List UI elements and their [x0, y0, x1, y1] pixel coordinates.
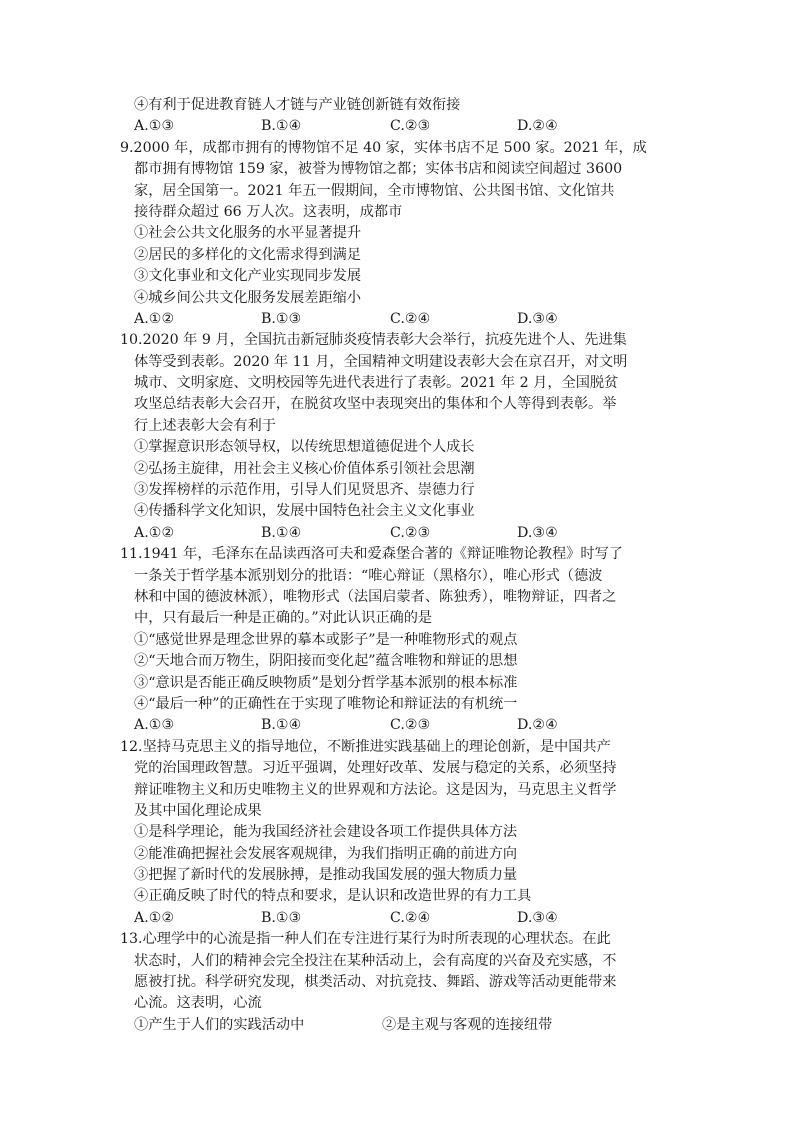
- q10-item-2: ②弘扬主旋律，用社会主义核心价值体系引领社会思潮: [134, 460, 475, 477]
- q8-options: [120, 116, 720, 137]
- q10-stem-line: 城市、文明家庭、文明校园等先进代表进行了表彰。2021 年 2 月，全国脱贫: [134, 375, 619, 392]
- q13-stem-line: 13.心理学中的心流是指一种人们在专注进行某行为时所表现的心理状态。在此: [120, 931, 611, 948]
- q11-stem-line: 一条关于哲学基本派别划分的批语：“唯心辩证（黑格尔），唯心形式（德波: [134, 567, 603, 584]
- q11-stem-line: 林和中国的德波林派），唯物形式（法国启蒙者、陈独秀），唯物辩证，四者之: [134, 588, 617, 605]
- q11-option-d: D.②④: [517, 717, 558, 734]
- q11-item-2: ②“天地合而万物生，阴阳接而变化起”蕴含唯物和辩证的思想: [134, 653, 518, 670]
- q9-item-2: ②居民的多样化的文化需求得到满足: [134, 246, 362, 263]
- q11-item-3: ③“意识是否能正确反映物质”是划分哲学基本派别的根本标准: [134, 674, 518, 691]
- q12-item-1: ①是科学理论，能为我国经济社会建设各项工作提供具体方法: [134, 824, 518, 841]
- question-8-tail: [120, 95, 720, 138]
- q9-stem-line: 都市拥有博物馆 159 家，被誉为博物馆之都；实体书店和阅读空间超过 3600: [134, 161, 623, 178]
- q9-item-1: ①社会公共文化服务的水平显著提升: [134, 225, 362, 242]
- q13-stem-line: 状态时，人们的精神会完全投注在某种活动上，会有高度的兴奋及充实感，不: [134, 952, 617, 969]
- question-13: [120, 929, 720, 1036]
- exam-page: [120, 95, 720, 1036]
- q10-item-1: ①掌握意识形态领导权，以传统思想道德促进个人成长: [134, 439, 475, 456]
- q8-item-4: ④有利于促进教育链人才链与产业链创新链有效衔接: [134, 97, 461, 113]
- q13-stem-line: 心流。这表明，心流: [134, 995, 262, 1012]
- q12-option-c: C.②④: [390, 909, 431, 926]
- q9-options: [120, 309, 720, 330]
- question-10: [120, 330, 720, 544]
- q12-option-b: B.①③: [261, 909, 302, 926]
- q11-option-c: C.②③: [390, 717, 431, 734]
- q11-options: [120, 715, 720, 736]
- q12-stem-line: 党的治国理政智慧。习近平强调，处理好改革、发展与稳定的关系，必须坚持: [134, 760, 617, 777]
- q11-option-a: A.①③: [134, 717, 175, 734]
- q12-stem-line: 辩证唯物主义和历史唯物主义的世界观和方法论。这是因为，马克思主义哲学: [134, 781, 617, 798]
- q10-item-3: ③发挥榜样的示范作用，引导人们见贤思齐、崇德力行: [134, 482, 475, 499]
- q10-option-a: A.①②: [134, 524, 175, 541]
- q13-item-2: ②是主观与客观的连接纽带: [382, 1016, 553, 1033]
- q10-options: [120, 523, 720, 544]
- q13-stem-line: 愿被打扰。科学研究发现，棋类活动、对抗竞技、舞蹈、游戏等活动更能带来: [134, 974, 617, 991]
- q9-item-4: ④城乡间公共文化服务发展差距缩小: [134, 289, 362, 306]
- q13-item-1: ①产生于人们的实践活动中: [134, 1016, 305, 1033]
- q9-stem-line: 9.2000 年，成都市拥有的博物馆不足 40 家，实体书店不足 500 家。2021 年，成: [120, 139, 647, 156]
- question-12: [120, 737, 720, 930]
- q13-items-row: [120, 1015, 720, 1036]
- q12-option-a: A.①②: [134, 909, 175, 926]
- q10-option-d: D.③④: [517, 524, 558, 541]
- q10-item-4: ④传播科学文化知识，发展中国特色社会主义文化事业: [134, 503, 475, 520]
- q12-option-d: D.③④: [517, 909, 558, 926]
- q12-item-2: ②能准确把握社会发展客观规律，为我们指明正确的前进方向: [134, 845, 518, 862]
- q10-stem-line: 攻坚总结表彰大会召开，在脱贫攻坚中表现突出的集体和个人等得到表彰。举: [134, 396, 617, 413]
- q9-stem-line: 接待群众超过 66 万人次。这表明，成都市: [134, 203, 403, 220]
- q9-option-c: C.②④: [390, 310, 431, 327]
- q9-item-3: ③文化事业和文化产业实现同步发展: [134, 268, 362, 285]
- q10-stem-line: 10.2020 年 9 月，全国抗击新冠肺炎疫情表彰大会举行，抗疫先进个人、先进集: [120, 332, 627, 349]
- q12-item-4: ④正确反映了时代的特点和要求，是认识和改造世界的有力工具: [134, 888, 532, 905]
- q11-stem-line: 11.1941 年，毛泽东在品读西洛可夫和爱森堡合著的《辩证唯物论教程》时写了: [120, 546, 623, 563]
- q9-option-b: B.①③: [261, 310, 302, 327]
- q12-item-3: ③把握了新时代的发展脉搏，是推动我国发展的强大物质力量: [134, 867, 518, 884]
- q12-stem-line: 及其中国化理论成果: [134, 802, 262, 819]
- q10-stem-line: 行上述表彰大会有利于: [134, 417, 276, 434]
- q11-option-b: B.①④: [261, 717, 302, 734]
- question-11: [120, 544, 720, 737]
- q12-stem-line: 12.坚持马克思主义的指导地位，不断推进实践基础上的理论创新，是中国共产: [120, 738, 611, 755]
- q11-item-1: ①“感觉世界是理念世界的摹本或影子”是一种唯物形式的观点: [134, 631, 518, 648]
- q8-option-d: D.②④: [517, 118, 558, 135]
- q10-option-c: C.②③: [390, 524, 431, 541]
- q11-item-4: ④“最后一种”的正确性在于实现了唯物论和辩证法的有机统一: [134, 695, 518, 712]
- q10-stem-line: 体等受到表彰。2020 年 11 月，全国精神文明建设表彰大会在京召开，对文明: [134, 353, 628, 370]
- q10-option-b: B.①④: [261, 524, 302, 541]
- q8-option-b: B.①④: [261, 118, 302, 135]
- q8-option-c: C.②③: [390, 118, 431, 135]
- q9-option-d: D.③④: [517, 310, 558, 327]
- q8-option-a: A.①③: [134, 118, 175, 135]
- question-9: [120, 138, 720, 331]
- q9-stem-line: 家，居全国第一。2021 年五一假期间，全市博物馆、公共图书馆、文化馆共: [134, 182, 615, 199]
- q12-options: [120, 908, 720, 929]
- q11-stem-line: 中，只有最后一种是正确的。”对此认识正确的是: [134, 610, 433, 627]
- q9-option-a: A.①②: [134, 310, 175, 327]
